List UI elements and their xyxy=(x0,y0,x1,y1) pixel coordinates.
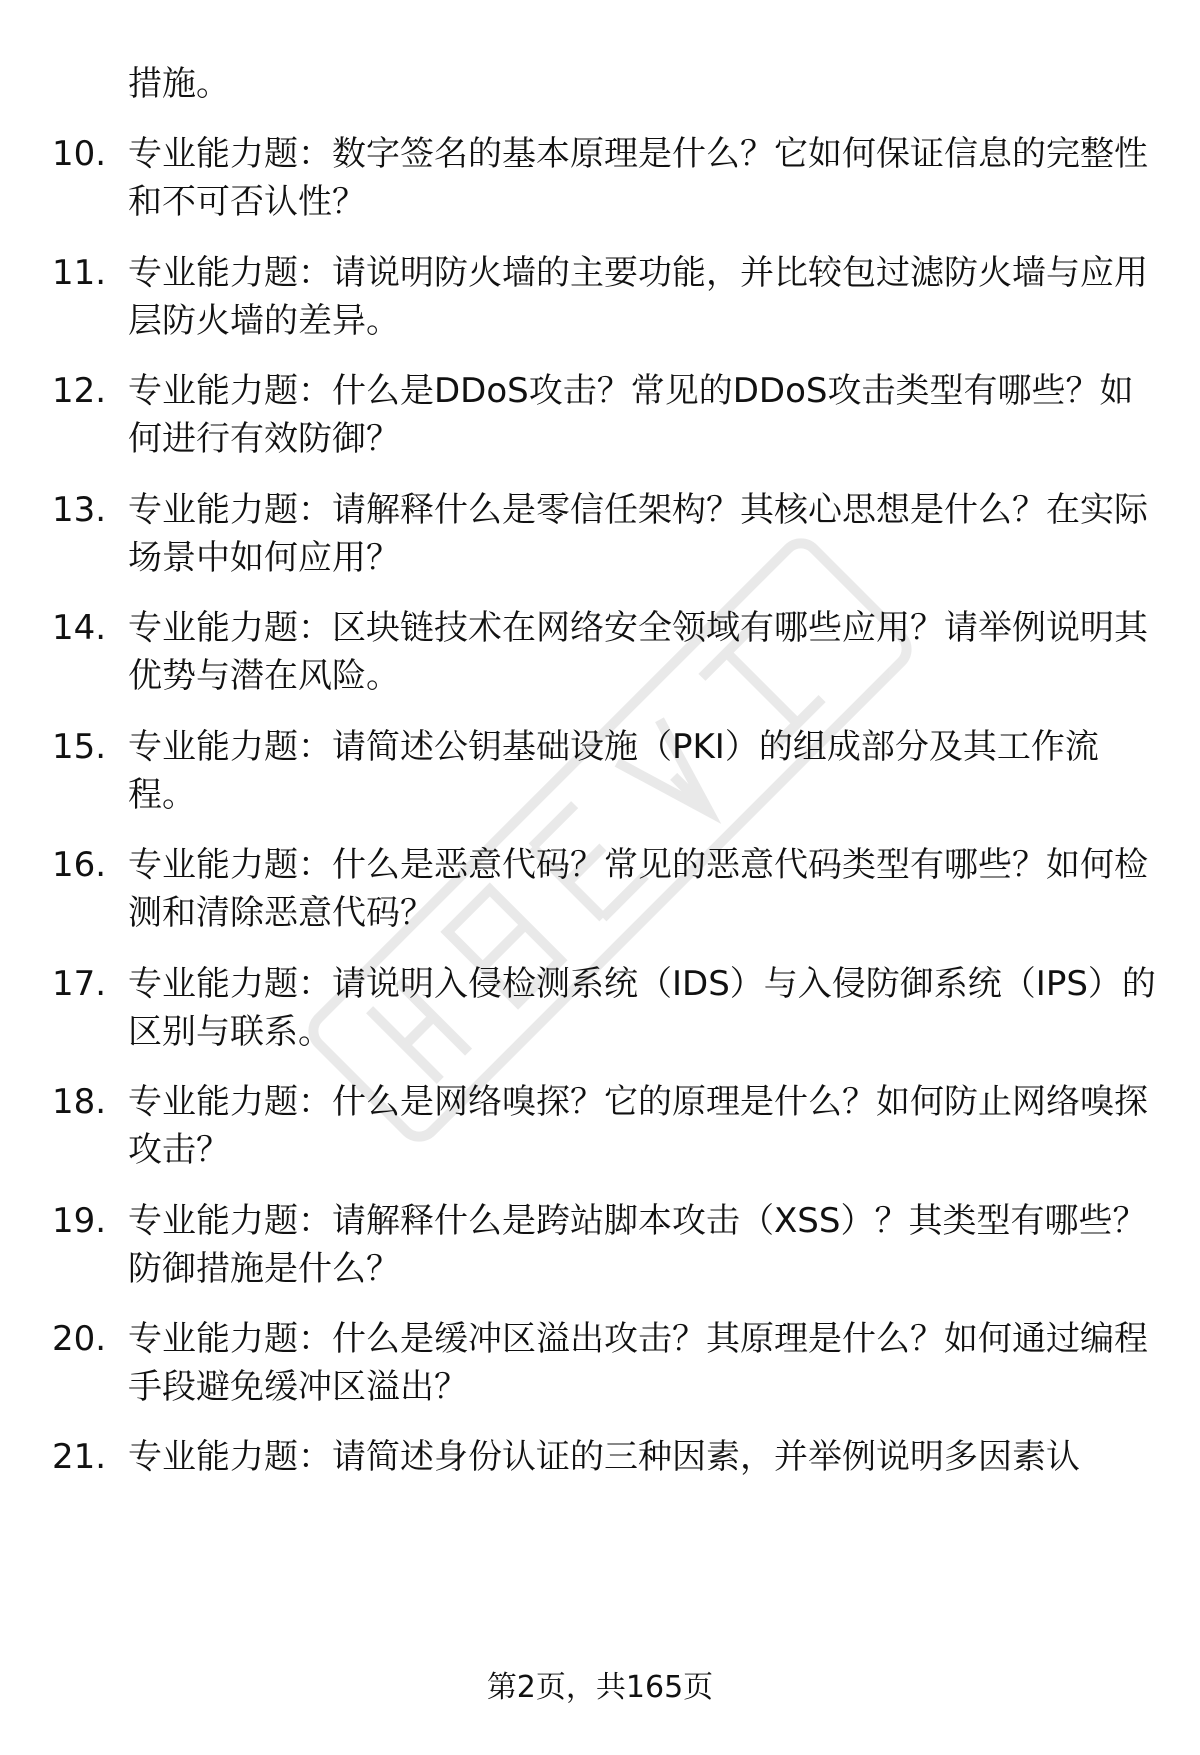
question-item xyxy=(52,960,1162,1056)
question-number: 14. xyxy=(52,608,107,648)
page-footer: 第2页，共165页 xyxy=(486,1670,714,1705)
question-text: 专业能力题：什么是恶意代码？常见的恶意代码类型有哪些？如何检测和清除恶意代码？ xyxy=(128,845,1148,933)
question-number: 19. xyxy=(52,1201,107,1241)
question-number: 12. xyxy=(52,371,107,411)
question-number: 10. xyxy=(52,134,107,174)
question-item xyxy=(52,841,1162,937)
question-item xyxy=(52,1315,1162,1411)
question-number: 18. xyxy=(52,1082,107,1122)
question-text: 专业能力题：什么是DDoS攻击？常见的DDoS攻击类型有哪些？如何进行有效防御？ xyxy=(128,371,1134,459)
question-text: 专业能力题：数字签名的基本原理是什么？它如何保证信息的完整性和不可否认性？ xyxy=(128,134,1148,222)
question-number: 20. xyxy=(52,1319,107,1359)
carry-over-text: 措施。 xyxy=(128,64,230,104)
question-number: 16. xyxy=(52,845,107,885)
question-item xyxy=(52,723,1162,819)
question-text: 专业能力题：什么是缓冲区溢出攻击？其原理是什么？如何通过编程手段避免缓冲区溢出？ xyxy=(128,1319,1148,1407)
question-number: 21. xyxy=(52,1437,107,1477)
question-item xyxy=(52,367,1162,463)
question-number: 17. xyxy=(52,964,107,1004)
question-text: 专业能力题：区块链技术在网络安全领域有哪些应用？请举例说明其优势与潜在风险。 xyxy=(128,608,1148,696)
question-number: 15. xyxy=(52,727,107,767)
question-item xyxy=(52,1078,1162,1174)
question-text: 专业能力题：请简述公钥基础设施（PKI）的组成部分及其工作流程。 xyxy=(128,727,1099,815)
question-item xyxy=(52,604,1162,700)
question-text: 专业能力题：请说明防火墙的主要功能，并比较包过滤防火墙与应用层防火墙的差异。 xyxy=(128,253,1148,341)
question-text: 专业能力题：请解释什么是零信任架构？其核心思想是什么？在实际场景中如何应用？ xyxy=(128,490,1148,578)
question-text: 专业能力题：请说明入侵检测系统（IDS）与入侵防御系统（IPS）的区别与联系。 xyxy=(128,964,1156,1052)
question-item xyxy=(52,130,1162,226)
question-text: 专业能力题：什么是网络嗅探？它的原理是什么？如何防止网络嗅探攻击？ xyxy=(128,1082,1148,1170)
question-item xyxy=(52,249,1162,345)
question-number: 13. xyxy=(52,490,107,530)
question-number: 11. xyxy=(52,253,107,293)
question-item xyxy=(52,1197,1162,1293)
question-text: 专业能力题：请简述身份认证的三种因素，并举例说明多因素认 xyxy=(128,1437,1080,1477)
question-text: 专业能力题：请解释什么是跨站脚本攻击（XSS）？其类型有哪些？防御措施是什么？ xyxy=(128,1201,1147,1289)
question-item xyxy=(52,1433,1162,1481)
question-item xyxy=(52,486,1162,582)
